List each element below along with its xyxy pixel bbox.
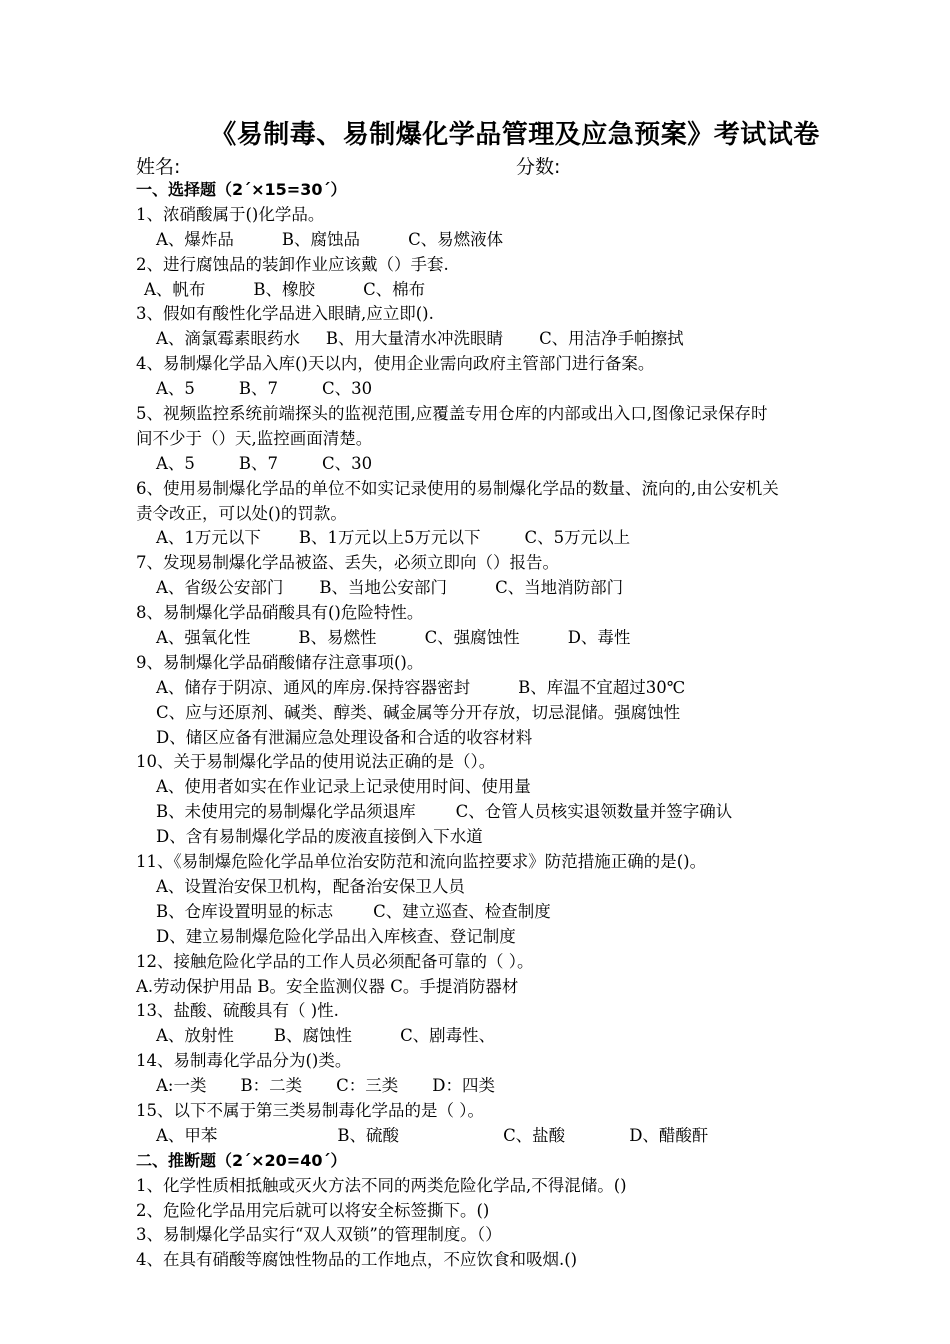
option: A、1万元以下 [156,528,261,548]
option: B、仓库设置明显的标志 [156,901,334,921]
judge-question-3: 3、易制爆化学品实行“双人双锁”的管理制度。（） [136,1225,502,1245]
option: C、30 [322,379,373,399]
question-10-options [136,800,896,825]
question-14-options [136,1074,896,1099]
question-5-options [136,452,896,477]
question-9: 9、易制爆化学品硝酸储存注意事项()。 [136,652,424,672]
question-1: 1、浓硝酸属于()化学品。 [136,204,325,224]
question-13-options [136,1024,896,1049]
option: C、棉布 [363,279,426,299]
question-3: 3、假如有酸性化学品进入眼睛,应立即(). [136,304,434,324]
question-10-option-d: D、含有易制爆化学品的废液直接倒入下水道 [156,827,483,847]
section-heading-2: 二、推断题（2´×20=40´） [136,1150,347,1170]
question-11-option-a: A、设置治安保卫机构，配备治安保卫人员 [156,876,465,896]
judge-question-1: 1、化学性质相抵触或灭火方法不同的两类危险化学品,不得混储。() [136,1175,627,1195]
option: C、盐酸 [503,1125,566,1145]
question-6-cont: 责令改正，可以处()的罚款。 [136,503,347,523]
option: A、5 [156,453,195,473]
question-4-options [136,377,896,402]
option: C、仓管人员核实退领数量并签字确认 [455,802,733,822]
question-1-options [136,228,896,253]
option: A、爆炸品 [156,229,234,249]
question-9-option-d: D、储区应备有泄漏应急处理设备和合适的收容材料 [156,727,533,747]
question-11-option-d: D、建立易制爆危险化学品出入库核查、登记制度 [156,926,516,946]
question-11-options [136,900,896,925]
question-11: 11、《易制爆危险化学品单位治安防范和流向监控要求》防范措施正确的是()。 [136,852,707,872]
judge-question-4: 4、在具有硝酸等腐蚀性物品的工作地点，不应饮食和吸烟.() [136,1250,578,1270]
score-label: 分数: [516,156,561,178]
option: B、未使用完的易制爆化学品须退库 [156,802,416,822]
option: B、橡胶 [253,279,316,299]
option: A、强氧化性 [156,628,251,648]
option: A、储存于阴凉、通风的库房.保持容器密封 [156,677,471,697]
option: C、当地消防部门 [495,578,624,598]
question-8-options [136,626,896,651]
question-12: 12、接触危险化学品的工作人员必须配备可靠的（ ）。 [136,951,534,971]
option: B、易燃性 [298,628,377,648]
question-3-options [136,327,896,352]
option: B、当地公安部门 [319,578,448,598]
question-6-options [136,526,896,551]
option: C、强腐蚀性 [424,628,520,648]
question-15-options [136,1124,896,1149]
question-8: 8、易制爆化学品硝酸具有()危险特性。 [136,603,424,623]
option: D：四类 [432,1076,495,1096]
option: C：三类 [336,1076,399,1096]
exam-title: 《易制毒、易制爆化学品管理及应急预案》考试试卷 [210,120,820,150]
option: B、腐蚀品 [281,229,361,249]
option: C、5万元以上 [524,528,631,548]
question-14: 14、易制毒化学品分为()类。 [136,1051,352,1071]
option: C、易燃液体 [408,229,504,249]
option: A、滴氯霉素眼药水 [156,329,300,349]
section-heading: 一、选择题（2´×15=30´） [136,180,347,199]
question-13: 13、盐酸、硫酸具有（ )性. [136,1001,339,1021]
question-12-options: A.劳动保护用品 B。安全监测仪器 C。手提消防器材 [136,976,519,996]
option: C、建立巡查、检查制度 [373,901,551,921]
header-row [136,152,896,178]
option: D、毒性 [567,628,631,648]
option: B：二类 [240,1076,303,1096]
question-10: 10、关于易制爆化学品的使用说法正确的是（）。 [136,752,496,772]
question-5: 5、视频监控系统前端探头的监视范围,应覆盖专用仓库的内部或出入口,图像记录保存时 [136,404,768,424]
question-9-option-c: C、应与还原剂、碱类、醇类、碱金属等分开存放，切忌混储。强腐蚀性 [156,702,681,722]
option: A、放射性 [156,1026,234,1046]
question-15: 15、以下不属于第三类易制毒化学品的是（ ）。 [136,1100,484,1120]
option: C、用洁净手帕擦拭 [539,329,684,349]
option: A:一类 [156,1076,207,1096]
option: B、腐蚀性 [273,1026,353,1046]
option: B、7 [238,453,279,473]
name-label: 姓名: [136,156,181,178]
question-7-options [136,576,896,601]
option: A、5 [156,379,195,399]
judge-question-2: 2、危险化学品用完后就可以将安全标签撕下。() [136,1200,490,1220]
question-6: 6、使用易制爆化学品的单位不如实记录使用的易制爆化学品的数量、流向的,由公安机关 [136,478,779,498]
option: C、剧毒性、 [400,1026,496,1046]
question-4: 4、易制爆化学品入库()天以内，使用企业需向政府主管部门进行备案。 [136,354,655,374]
exam-body [136,178,896,1273]
option: B、1万元以上5万元以下 [298,528,481,548]
option: D、醋酸酐 [629,1125,709,1145]
option: B、用大量清水冲洗眼睛 [325,329,504,349]
question-10-option-a: A、使用者如实在作业记录上记录使用时间、使用量 [156,777,531,797]
option: B、库温不宜超过30℃ [518,677,686,697]
option: C、30 [322,453,373,473]
option: A、甲苯 [156,1125,218,1145]
question-9-options [136,676,896,701]
option: B、硫酸 [337,1125,400,1145]
question-7: 7、发现易制爆化学品被盗、丢失，必须立即向（）报告。 [136,553,559,573]
question-5-cont: 间不少于（）天,监控画面清楚。 [136,428,373,448]
option: B、7 [238,379,279,399]
option: A、帆布 [144,279,206,299]
option: A、省级公安部门 [156,578,284,598]
question-2: 2、进行腐蚀品的装卸作业应该戴（）手套. [136,254,449,274]
question-2-options [136,278,896,303]
